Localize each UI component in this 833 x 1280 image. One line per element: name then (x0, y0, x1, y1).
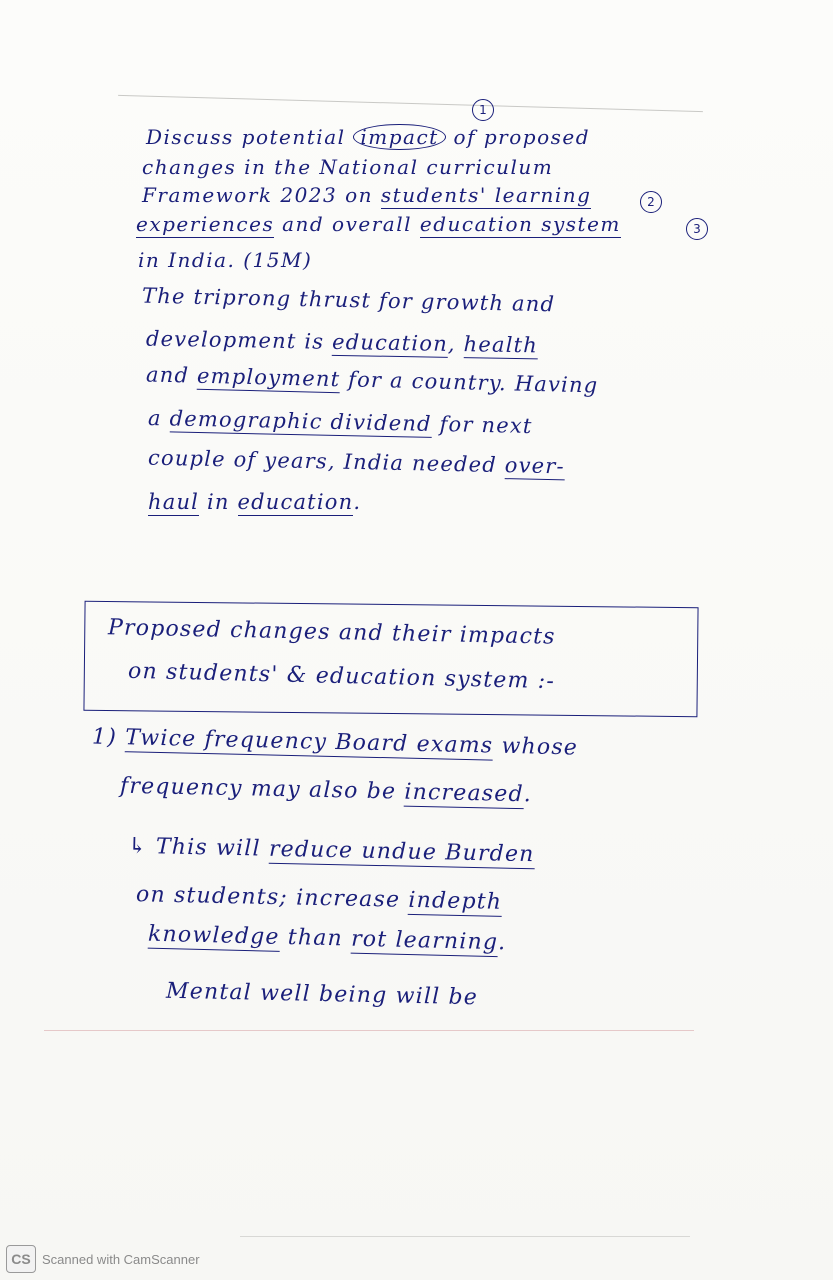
intro-text: and (145, 362, 198, 388)
underlined-phrase: education (331, 329, 449, 356)
scanner-watermark-text: Scanned with CamScanner (42, 1251, 200, 1267)
sub-point-line-3 (148, 922, 507, 956)
underlined-phrase: increased (404, 779, 525, 808)
intro-text: development is (145, 326, 333, 354)
camscanner-logo-icon: CS (6, 1245, 36, 1273)
intro-text: . (353, 490, 362, 514)
question-text: Discuss potential (146, 125, 354, 149)
sub-point-line-2 (136, 882, 503, 915)
intro-line-4 (148, 406, 533, 438)
circled-word-impact: impact (353, 124, 445, 150)
intro-text: , (447, 331, 464, 357)
underlined-phrase: demographic dividend (169, 406, 432, 436)
question-line-3 (142, 183, 591, 207)
point-1-line-1 (92, 724, 579, 760)
question-marker-2: 2 (640, 191, 662, 213)
intro-text: couple of years, India needed (147, 445, 506, 478)
heading-line-2: on students' & education system :- (127, 658, 556, 695)
question-marker-3: 3 (686, 218, 708, 240)
underlined-phrase: reduce undue Burden (268, 836, 535, 868)
sub-point-text: This will (147, 834, 270, 862)
heading-line-1: Proposed changes and their impacts (107, 615, 556, 650)
scanner-watermark (6, 1244, 200, 1274)
question-text: of proposed (445, 125, 591, 149)
bottom-ruled-line (44, 1030, 694, 1031)
underlined-phrase: haul (148, 490, 200, 514)
intro-text: in (199, 490, 238, 514)
intro-line-5 (148, 446, 565, 479)
underlined-phrase: experiences (136, 212, 275, 236)
sub-point-text: than (279, 924, 352, 952)
top-ruled-line (118, 95, 703, 112)
intro-line-6 (148, 490, 361, 514)
sub-point-text: on students; increase (135, 882, 409, 913)
underlined-phrase: Twice frequency Board exams (124, 725, 494, 759)
question-marker-1: 1 (472, 99, 494, 121)
point-text: whose (493, 733, 579, 761)
intro-line-3 (146, 362, 599, 397)
intro-text: a (147, 405, 170, 431)
underlined-phrase: education system (419, 212, 621, 236)
underlined-phrase: education (237, 490, 354, 514)
point-text: . (523, 782, 533, 808)
underlined-phrase: knowledge (147, 921, 280, 950)
sub-point-line-1 (128, 834, 535, 868)
point-1-line-2 (120, 774, 532, 808)
underlined-phrase: students' learning (380, 183, 592, 207)
question-text: and overall (274, 212, 420, 236)
question-line-5: in India. (15M) (138, 248, 313, 272)
underlined-phrase: rot learning (350, 926, 499, 956)
point-number: 1) (91, 724, 126, 751)
question-text: Framework 2023 on (142, 183, 381, 207)
underlined-phrase: employment (196, 363, 341, 392)
question-line-1 (146, 124, 590, 150)
footer-ruled-line (240, 1236, 690, 1237)
underlined-phrase: over- (504, 453, 566, 479)
intro-text: for a country. Having (339, 367, 599, 398)
intro-line-2 (146, 327, 538, 358)
underlined-phrase: indepth (408, 887, 503, 915)
underlined-phrase: health (463, 332, 539, 358)
sub-point-text: . (497, 930, 507, 956)
question-line-2: changes in the National curriculum (142, 155, 554, 179)
sub-point-line-4: Mental well being will be (165, 978, 479, 1011)
intro-line-1: The triprong thrust for growth and (141, 283, 556, 317)
question-line-4 (136, 212, 621, 236)
point-text: frequency may also be (119, 773, 405, 805)
intro-text: for next (431, 411, 533, 439)
arrow-icon: ↳ (127, 833, 148, 860)
